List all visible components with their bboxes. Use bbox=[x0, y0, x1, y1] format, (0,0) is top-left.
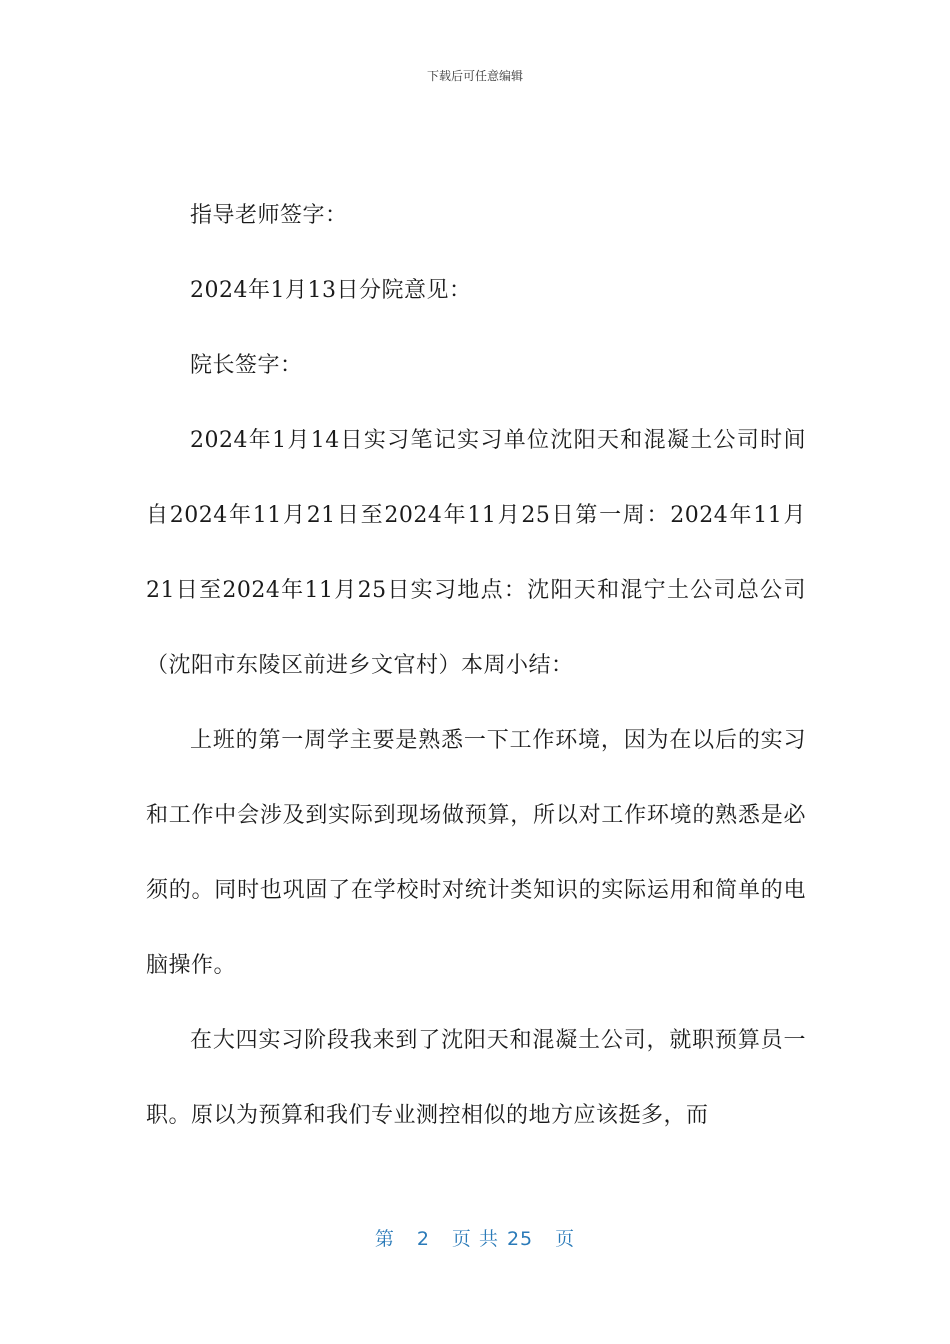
footer-current-page: 2 bbox=[416, 1228, 430, 1250]
footer-total-pages: 25 bbox=[506, 1228, 534, 1250]
paragraph-weekly-summary: 上班的第一周学主要是熟悉一下工作环境，因为在以后的实习和工作中会涉及到实际到现场做预算，所以对工作环境的熟悉是必须的。同时也巩固了在学校时对统计类知识的实际运用和简单的电脑操作。 bbox=[146, 728, 806, 978]
paragraph-internship-stage: 在大四实习阶段我来到了沈阳天和混凝土公司，就职预算员一职。原以为预算和我们专业测控相似的地方应该挺多，而 bbox=[146, 1028, 806, 1128]
page-footer bbox=[0, 1224, 950, 1251]
paragraph-internship-info: 2024年1月14日实习笔记实习单位沈阳天和混凝土公司时间自2024年11月21日至2024年11月25日第一周：2024年11月21日至2024年11月25日实习地点：沈阳天和混宁土公司总公司（沈阳市东陵区前进乡文官村）本周小结： bbox=[146, 428, 806, 678]
paragraph-branch-opinion: 2024年1月13日分院意见： bbox=[190, 278, 472, 303]
page-header-note: 下载后可任意编辑 bbox=[426, 69, 523, 83]
paragraph-advisor-signature: 指导老师签字： bbox=[190, 203, 348, 228]
footer-middle: 页 共 bbox=[451, 1228, 499, 1250]
paragraph-dean-signature: 院长签字： bbox=[190, 353, 303, 378]
footer-prefix: 第 bbox=[374, 1228, 395, 1250]
footer-suffix: 页 bbox=[555, 1228, 576, 1250]
document-body bbox=[146, 178, 806, 1153]
